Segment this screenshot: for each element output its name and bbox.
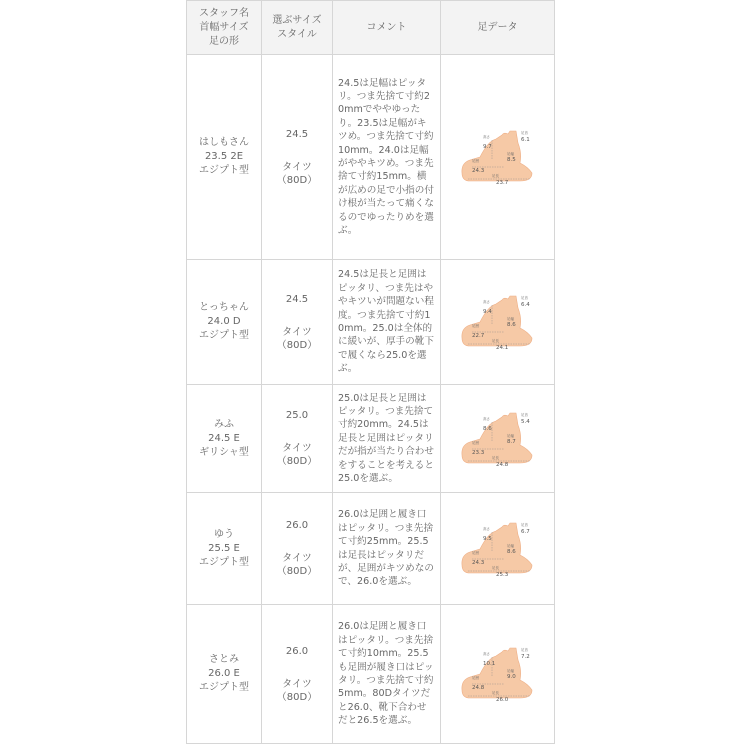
- instep-caption: 足首: [520, 131, 528, 135]
- girth-value: 24.3: [471, 559, 484, 566]
- foot-data-cell: [441, 385, 555, 493]
- width-caption: 足幅: [506, 152, 514, 156]
- length-caption: 足長: [491, 174, 499, 178]
- comment-cell: [333, 55, 441, 260]
- style-label: タイツ: [282, 326, 312, 338]
- girth-caption: 足囲: [471, 550, 479, 555]
- header-size: [262, 1, 333, 55]
- height-value: 9.4: [482, 309, 492, 315]
- width-caption: 足幅: [506, 317, 514, 321]
- height-value: 9.5: [482, 535, 492, 542]
- table-row: [187, 55, 555, 260]
- foot-shape: エジプト型: [199, 682, 249, 693]
- pick-size: 26.0: [285, 645, 309, 657]
- denier-label: （80D）: [276, 339, 318, 351]
- instep-caption: 足首: [520, 648, 528, 652]
- denier-label: （80D）: [276, 174, 318, 186]
- width-caption: 足幅: [506, 543, 514, 548]
- comment-text: 24.5は足幅はピッタリ。つま先捨て寸約20mmでややゆったり。23.5は足幅がキツめ。つま先捨て寸約10mm。24.0は足幅がややキツめ。つま先捨て寸約15mm。横が広めの足で小指の付け根が当たって痛くなるのでゆったりめを選ぶ。: [338, 77, 434, 237]
- girth-caption: 足囲: [471, 440, 479, 445]
- staff-size: 25.5 E: [208, 542, 240, 554]
- foot-shape: エジプト型: [199, 330, 249, 341]
- width-value: 9.0: [506, 674, 516, 680]
- style-label: タイツ: [282, 678, 312, 690]
- width-caption: 足幅: [506, 433, 514, 438]
- instep-value: 6.4: [520, 302, 530, 308]
- girth-caption: 足囲: [471, 324, 479, 328]
- foot-diagram: [458, 646, 538, 702]
- girth-value: 23.3: [471, 449, 484, 456]
- length-caption: 足長: [491, 455, 499, 460]
- height-value: 10.1: [482, 661, 495, 667]
- comment-text: 26.0は足囲と履き口はピッタリ。つま先捨て寸約25mm。25.5は足長はピッタリだが、足囲がキツめなので、26.0を選ぶ。: [338, 509, 434, 588]
- header-staff-label: スタッフ名 首幅サイズ 足の形: [199, 7, 249, 47]
- staff-cell: [187, 260, 262, 385]
- style-label: タイツ: [282, 443, 312, 454]
- size-table: [186, 0, 555, 744]
- height-value: 8.6: [482, 425, 492, 432]
- staff-cell: [187, 385, 262, 493]
- length-value: 23.7: [495, 180, 508, 185]
- staff-name: はしもさん: [199, 137, 249, 148]
- pick-cell: [262, 260, 333, 385]
- staff-name: とっちゃん: [199, 302, 249, 313]
- foot-shape: ギリシャ型: [199, 446, 249, 458]
- header-staff: [187, 1, 262, 55]
- denier-label: （80D）: [276, 456, 318, 467]
- table-row: [187, 605, 555, 744]
- width-value: 8.6: [506, 548, 516, 555]
- girth-caption: 足囲: [471, 676, 479, 680]
- style-label: タイツ: [282, 553, 312, 564]
- comment-text: 26.0は足囲と履き口はピッタリ。つま先捨て寸約10mm。25.5も足囲が履き口はピッタリ。つま先捨て寸約5mm。80Dタイツだと26.0、靴下合わせだと26.5を選ぶ。: [338, 621, 434, 727]
- width-value: 8.5: [506, 157, 516, 163]
- pick-cell: [262, 605, 333, 744]
- height-caption: 高さ: [482, 526, 490, 531]
- length-value: 24.1: [495, 345, 508, 350]
- foot-diagram: [458, 411, 538, 467]
- foot-diagram: [458, 129, 538, 185]
- foot-data-cell: [441, 55, 555, 260]
- pick-cell: [262, 385, 333, 493]
- header-foot-label: 足データ: [477, 21, 518, 33]
- pick-size: 26.0: [285, 520, 309, 531]
- table-row: [187, 260, 555, 385]
- staff-name: ゆう: [214, 528, 234, 540]
- header-size-label: 選ぶサイズ スタイル: [272, 14, 322, 40]
- staff-size: 24.5 E: [208, 432, 240, 444]
- foot-data-cell: [441, 605, 555, 744]
- comment-cell: [333, 493, 441, 605]
- instep-value: 6.7: [520, 528, 530, 535]
- girth-caption: 足囲: [471, 159, 479, 163]
- pick-size: 24.5: [285, 128, 309, 140]
- width-value: 8.7: [506, 438, 516, 445]
- comment-text: 25.0は足長と足囲はピッタリ。つま先捨て寸約20mm。24.5は足長と足囲はピッタリだが指が当たり合わせをすることを考えると25.0を選ぶ。: [338, 392, 434, 485]
- height-caption: 高さ: [482, 300, 490, 304]
- height-caption: 高さ: [482, 652, 490, 656]
- staff-cell: [187, 605, 262, 744]
- staff-size: 23.5 2E: [204, 151, 244, 162]
- instep-caption: 足首: [520, 522, 528, 527]
- instep-caption: 足首: [520, 296, 528, 300]
- foot-diagram: [458, 294, 538, 350]
- width-value: 8.6: [506, 322, 516, 328]
- girth-value: 24.8: [471, 685, 484, 691]
- height-caption: 高さ: [482, 135, 490, 139]
- table-header-row: [187, 1, 555, 55]
- instep-value: 7.2: [520, 654, 530, 660]
- length-caption: 足長: [491, 339, 499, 343]
- instep-caption: 足首: [520, 412, 528, 417]
- comment-cell: [333, 260, 441, 385]
- foot-data-cell: [441, 260, 555, 385]
- length-caption: 足長: [491, 691, 499, 695]
- staff-cell: [187, 55, 262, 260]
- foot-shape: エジプト型: [199, 165, 249, 176]
- table-row: [187, 385, 555, 493]
- pick-cell: [262, 55, 333, 260]
- length-value: 26.0: [495, 697, 508, 702]
- foot-data-cell: [441, 493, 555, 605]
- foot-diagram: [458, 521, 538, 577]
- comment-cell: [333, 385, 441, 493]
- comment-text: 24.5は足長と足囲はピッタリ、つま先はややキツいが問題ない程度。つま先捨て寸約10mm。25.0は全体的に緩いが、厚手の靴下で履くなら25.0を選ぶ。: [338, 269, 434, 375]
- staff-name: さとみ: [209, 654, 239, 665]
- width-caption: 足幅: [506, 669, 514, 673]
- pick-size: 24.5: [285, 293, 309, 305]
- pick-cell: [262, 493, 333, 605]
- height-caption: 高さ: [482, 416, 490, 421]
- staff-size: 24.0 D: [207, 316, 241, 327]
- staff-size: 26.0 E: [208, 668, 240, 679]
- length-value: 25.3: [495, 571, 508, 577]
- foot-shape: エジプト型: [199, 556, 249, 568]
- table-row: [187, 493, 555, 605]
- denier-label: （80D）: [276, 566, 318, 577]
- staff-name: みふ: [214, 418, 234, 430]
- header-comment: [333, 1, 441, 55]
- style-label: タイツ: [282, 161, 312, 173]
- length-caption: 足長: [491, 565, 499, 570]
- comment-cell: [333, 605, 441, 744]
- girth-value: 22.7: [471, 333, 484, 339]
- header-comment-label: コメント: [366, 21, 407, 33]
- denier-label: （80D）: [276, 691, 318, 703]
- staff-cell: [187, 493, 262, 605]
- header-foot-data: [441, 1, 555, 55]
- girth-value: 24.3: [471, 168, 484, 174]
- instep-value: 5.4: [520, 418, 530, 425]
- length-value: 24.8: [495, 461, 508, 467]
- pick-size: 25.0: [285, 410, 309, 421]
- height-value: 9.7: [482, 144, 492, 150]
- instep-value: 6.1: [520, 137, 530, 143]
